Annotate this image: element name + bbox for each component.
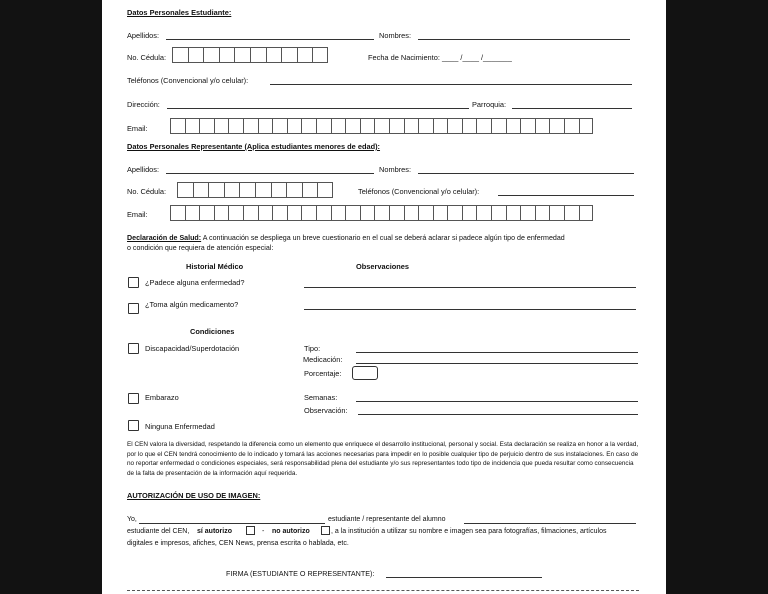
student-parish-field[interactable] <box>512 108 632 109</box>
image-auth-name-field[interactable] <box>139 523 325 524</box>
student-cedula-boxes[interactable] <box>172 47 328 63</box>
left-dark-border <box>0 0 102 594</box>
history-header: Historial Médico <box>186 262 244 271</box>
diversity-paragraph: El CEN valora la diversidad, respetando la diferencia como un elemento que enriquece el desarrollo institucional, personal y social. Esta declaración se realiza en honor a la verdad, por lo que el CEN tendrá conocimiento de lo indicado y tomará las acciones necesarias para impedir en lo posible cualquier tipo de perjuicio dentro de sus instalaciones. En caso de no reportar enfermedad o condiciones especiales, será responsabilidad plena del estudiante y/o sus representantes todo tipo de incidencia que pueda resultar como consecuencia de la falta de presentación de la información aquí requerida. <box>127 441 639 477</box>
student-parish-label: Parroquia: <box>472 100 507 109</box>
student-apellidos-label: Apellidos: <box>127 31 160 40</box>
student-birthdate-label: Fecha de Nacimiento: ____ /____ /_______ <box>368 53 512 62</box>
health-intro-text: A continuación se despliega un breve cuestionario en el cual se deberá aclarar si padece algún tipo de enfermedad <box>202 234 565 242</box>
si-autorizo-label: sí autorizo <box>197 528 233 535</box>
disability-checkbox[interactable] <box>128 343 139 354</box>
image-auth-line2-start: estudiante del CEN, <box>127 528 190 535</box>
medicacion-field[interactable] <box>356 363 638 364</box>
no-autorizo-label: no autorizo <box>272 528 310 535</box>
tipo-label: Tipo: <box>304 344 321 353</box>
rep-nombres-label: Nombres: <box>379 165 412 174</box>
signature-label: FIRMA (ESTUDIANTE O REPRESENTANTE): <box>226 569 375 578</box>
disease-checkbox[interactable] <box>128 277 139 288</box>
disease-question: ¿Padece alguna enfermedad? <box>145 278 245 287</box>
no-autorizo-checkbox[interactable] <box>321 526 330 535</box>
image-auth-yo: Yo, <box>127 516 137 523</box>
image-auth-heading: AUTORIZACIÓN DE USO DE IMAGEN: <box>127 491 261 500</box>
rep-apellidos-label: Apellidos: <box>127 165 160 174</box>
image-auth-line3: digitales e impresos, afiches, CEN News, prensa escrita o hablada, etc. <box>127 540 349 547</box>
student-address-field[interactable] <box>167 108 469 109</box>
rep-phones-field[interactable] <box>498 195 634 196</box>
image-auth-mid-text: estudiante / representante del alumno <box>328 516 446 523</box>
rep-nombres-field[interactable] <box>418 173 634 174</box>
rep-cedula-boxes[interactable] <box>177 182 333 198</box>
si-autorizo-checkbox[interactable] <box>246 526 255 535</box>
disability-label: Discapacidad/Superdotación <box>145 344 240 353</box>
porcentaje-label: Porcentaje: <box>304 369 342 378</box>
image-auth-line2-end: , a la institución a utilizar su nombre e imagen sea para fotografías, filmaciones, artículos <box>331 528 607 535</box>
semanas-field[interactable] <box>356 401 638 402</box>
medicacion-label: Medicación: <box>303 355 343 364</box>
rep-apellidos-field[interactable] <box>166 173 374 174</box>
disease-observation-field[interactable] <box>304 287 636 288</box>
student-phones-field[interactable] <box>270 84 632 85</box>
cut-line <box>127 590 639 591</box>
pregnancy-checkbox[interactable] <box>128 393 139 404</box>
medication-question: ¿Toma algún medicamento? <box>145 300 239 309</box>
semanas-label: Semanas: <box>304 393 338 402</box>
health-label: Declaración de Salud: <box>127 234 202 242</box>
image-auth-dash: - <box>262 528 265 535</box>
student-address-label: Dirección: <box>127 100 160 109</box>
rep-phones-label: Teléfonos (Convencional y/o celular): <box>358 187 480 196</box>
student-apellidos-field[interactable] <box>166 39 374 40</box>
rep-email-label: Email: <box>127 210 148 219</box>
signature-field[interactable] <box>386 577 542 578</box>
student-email-boxes[interactable] <box>170 118 593 134</box>
tipo-field[interactable] <box>356 352 638 353</box>
conditions-header: Condiciones <box>190 327 235 336</box>
porcentaje-input[interactable] <box>352 366 378 380</box>
observacion-field[interactable] <box>358 414 638 415</box>
pregnancy-label: Embarazo <box>145 393 179 402</box>
right-dark-border <box>666 0 768 594</box>
rep-cedula-label: No. Cédula: <box>127 187 167 196</box>
student-cedula-label: No. Cédula: <box>127 53 167 62</box>
rep-email-boxes[interactable] <box>170 205 593 221</box>
observacion-label: Observación: <box>304 406 348 415</box>
medication-checkbox[interactable] <box>128 303 139 314</box>
form-page <box>102 0 666 594</box>
student-nombres-label: Nombres: <box>379 31 412 40</box>
health-intro-line2: o condición que requiera de atención especial: <box>127 244 274 252</box>
student-nombres-field[interactable] <box>418 39 630 40</box>
no-disease-label: Ninguna Enfermedad <box>145 422 215 431</box>
representative-section-heading: Datos Personales Representante (Aplica estudiantes menores de edad): <box>127 142 381 151</box>
no-disease-checkbox[interactable] <box>128 420 139 431</box>
student-section-heading: Datos Personales Estudiante: <box>127 8 232 17</box>
image-auth-student-field[interactable] <box>464 523 636 524</box>
student-email-label: Email: <box>127 124 148 133</box>
observations-header: Observaciones <box>356 262 409 271</box>
student-phones-label: Teléfonos (Convencional y/o celular): <box>127 76 249 85</box>
medication-observation-field[interactable] <box>304 309 636 310</box>
health-intro-line1 <box>127 234 565 243</box>
